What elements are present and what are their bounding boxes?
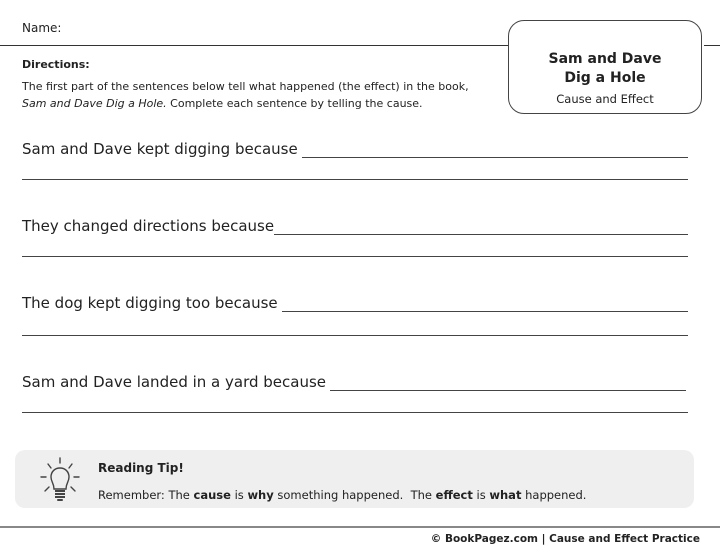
worksheet-title — [509, 50, 701, 88]
directions-text — [22, 79, 492, 112]
footer-credit: © BookPagez.com | Cause and Effect Practice — [430, 533, 700, 545]
directions-heading: Directions: — [22, 58, 90, 71]
tip-text-part: something happened. The — [273, 488, 436, 502]
answer-line[interactable] — [22, 412, 688, 413]
question-prompt: The dog kept digging too because — [22, 294, 278, 312]
question-4 — [22, 371, 688, 391]
title-box — [508, 20, 702, 114]
question-prompt: Sam and Dave landed in a yard because — [22, 373, 327, 391]
footer-rule — [0, 526, 720, 528]
answer-blank[interactable] — [302, 143, 688, 158]
title-line-2: Dig a Hole — [564, 70, 646, 86]
worksheet-subtitle: Cause and Effect — [556, 92, 654, 106]
name-line — [0, 45, 508, 46]
tip-text-part: happened. — [521, 488, 587, 502]
tip-why: why — [247, 488, 274, 502]
header-rule-right — [704, 45, 720, 46]
question-prompt: They changed directions because — [22, 217, 275, 235]
answer-line[interactable] — [22, 179, 688, 180]
answer-blank[interactable] — [282, 297, 688, 312]
book-title: Sam and Dave Dig a Hole. — [22, 96, 167, 110]
question-prompt: Sam and Dave kept digging because — [22, 140, 298, 158]
answer-blank[interactable] — [274, 220, 688, 235]
answer-line[interactable] — [22, 256, 688, 257]
question-2 — [22, 215, 688, 235]
lightbulb-icon — [37, 456, 83, 504]
tip-cause: cause — [193, 488, 231, 502]
directions-text-after: Complete each sentence by telling the cause. — [166, 96, 423, 110]
question-3 — [22, 292, 688, 312]
reading-tip-text — [98, 488, 586, 502]
tip-text-part: is — [472, 488, 490, 502]
answer-line[interactable] — [22, 335, 688, 336]
question-1 — [22, 138, 688, 158]
reading-tip-title: Reading Tip! — [98, 461, 184, 475]
title-line-1: Sam and Dave — [548, 51, 662, 67]
answer-blank[interactable] — [330, 376, 686, 391]
tip-what: what — [489, 488, 522, 502]
directions-text-before: The first part of the sentences below tell what happened (the effect) in the book, — [22, 80, 469, 93]
tip-text-part: is — [230, 488, 248, 502]
name-label: Name: — [22, 21, 62, 35]
tip-text-part: Remember: The — [98, 488, 194, 502]
tip-effect: effect — [435, 488, 473, 502]
